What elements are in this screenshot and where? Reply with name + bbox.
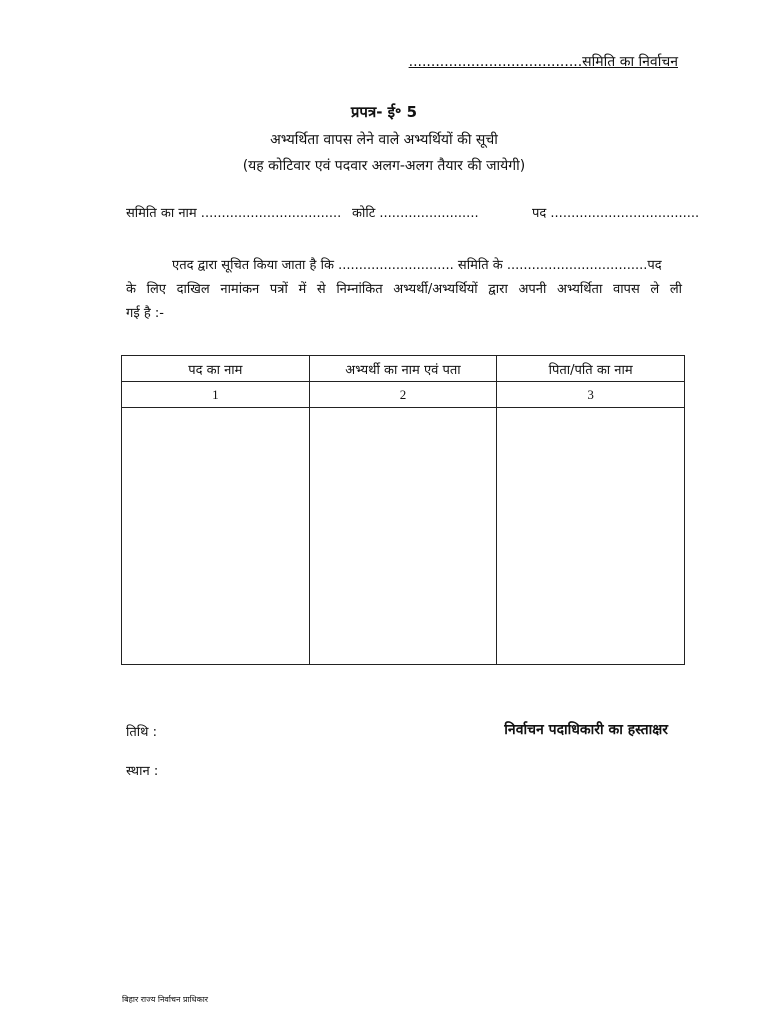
column-header-candidate: अभ्यर्थी का नाम एवं पता: [309, 356, 497, 382]
form-subtitle: (यह कोटिवार एवं पदवार अलग-अलग तैयार की जायेगी): [242, 158, 526, 174]
notice-line-1: एतद द्वारा सूचित किया जाता है कि ............................ समिति के ..................................पद: [172, 258, 662, 273]
category-field: कोटि ........................: [352, 206, 479, 221]
table-number-row: [122, 382, 685, 408]
notice-line-3: गई है :-: [126, 306, 164, 321]
date-label: तिथि :: [126, 725, 157, 740]
column-number-2: 2: [309, 382, 497, 408]
bottom-note: बिहार राज्य निर्वाचन प्राधिकार: [122, 995, 209, 1004]
column-number-1: 1: [122, 382, 310, 408]
column-header-parent: पिता/पति का नाम: [497, 356, 685, 382]
notice-line-2: के लिए दाखिल नामांकन पत्रों में से निम्नांकित अभ्यर्थी/अभ्यर्थियों द्वारा अपनी अभ्यर्थिता वापस ले ली: [126, 282, 682, 297]
entry-cell-parent: [497, 408, 685, 665]
withdrawal-table: [121, 355, 685, 665]
form-number: प्रपत्र- ई॰ 5: [350, 103, 418, 121]
column-number-3: 3: [497, 382, 685, 408]
entry-cell-post: [122, 408, 310, 665]
place-label: स्थान :: [126, 764, 159, 779]
signature-label: निर्वाचन पदाधिकारी का हस्ताक्षर: [504, 722, 668, 738]
post-field: पद ....................................: [532, 206, 700, 221]
table-row: [122, 408, 685, 665]
entry-cell-candidate: [309, 408, 497, 665]
column-header-post: पद का नाम: [122, 356, 310, 382]
election-title: .......................................समिति का निर्वाचन: [408, 54, 678, 70]
committee-name-field: समिति का नाम ..................................: [126, 206, 342, 221]
form-title: अभ्यर्थिता वापस लेने वाले अभ्यर्थियों की सूची: [270, 132, 498, 148]
table-header-row: [122, 356, 685, 382]
